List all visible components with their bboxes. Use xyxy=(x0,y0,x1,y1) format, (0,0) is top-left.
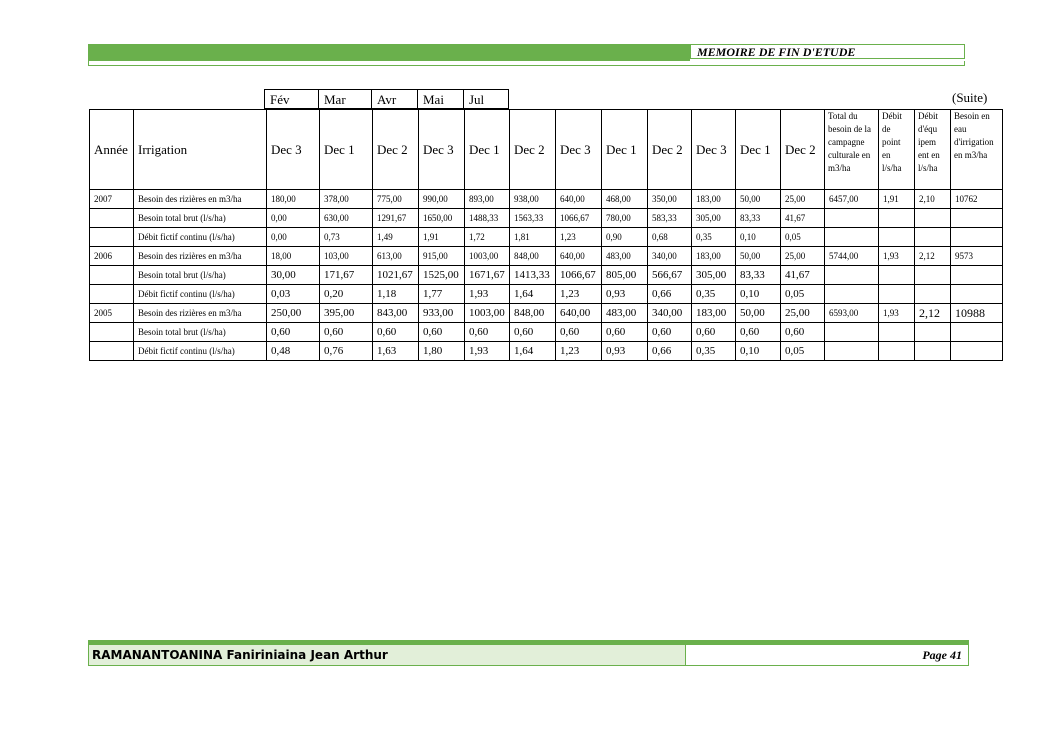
cell-value: 780,00 xyxy=(602,209,648,228)
cell-value: 0,76 xyxy=(320,342,373,361)
header-besoin-eau: Besoin en eau d'irrigation en m3/ha xyxy=(951,110,1003,190)
header-decade: Dec 2 xyxy=(373,110,419,190)
header-annee: Année xyxy=(90,110,134,190)
cell-total xyxy=(825,323,879,342)
cell-value: 340,00 xyxy=(648,304,692,323)
cell-value: 171,67 xyxy=(320,266,373,285)
cell-value: 0,05 xyxy=(781,228,825,247)
cell-value: 0,60 xyxy=(267,323,320,342)
month-cell: Avr xyxy=(371,89,418,109)
header-green-band xyxy=(88,44,690,61)
table-row xyxy=(90,228,1003,247)
cell-value: 305,00 xyxy=(692,266,736,285)
cell-value: 0,60 xyxy=(692,323,736,342)
cell-value: 0,35 xyxy=(692,342,736,361)
cell-value: 640,00 xyxy=(556,304,602,323)
cell-value: 183,00 xyxy=(692,190,736,209)
header-title: MEMOIRE DE FIN D'ETUDE xyxy=(690,44,965,59)
header-decade: Dec 1 xyxy=(320,110,373,190)
cell-debit-equipement xyxy=(915,323,951,342)
cell-value: 1413,33 xyxy=(510,266,556,285)
cell-total: 6593,00 xyxy=(825,304,879,323)
header-total-besoin: Total du besoin de la campagne culturale en m3/ha xyxy=(825,110,879,190)
cell-value: 0,66 xyxy=(648,342,692,361)
cell-year: 2007 xyxy=(90,190,134,209)
table-row xyxy=(90,304,1003,323)
cell-value: 0,60 xyxy=(602,323,648,342)
cell-value: 1,77 xyxy=(419,285,465,304)
table-row xyxy=(90,190,1003,209)
cell-besoin-eau xyxy=(951,285,1003,304)
cell-value: 893,00 xyxy=(465,190,510,209)
cell-besoin-eau xyxy=(951,323,1003,342)
cell-debit-pointe xyxy=(879,285,915,304)
cell-value: 1,93 xyxy=(465,342,510,361)
cell-value: 938,00 xyxy=(510,190,556,209)
cell-year xyxy=(90,342,134,361)
header-debit-equipement: Débit d'équ ipem ent en l/s/ha xyxy=(915,110,951,190)
cell-value: 0,48 xyxy=(267,342,320,361)
cell-debit-equipement: 2,10 xyxy=(915,190,951,209)
cell-value: 41,67 xyxy=(781,266,825,285)
cell-irrigation-label: Besoin total brut (l/s/ha) xyxy=(134,323,267,342)
cell-value: 1066,67 xyxy=(556,266,602,285)
header-decade: Dec 1 xyxy=(736,110,781,190)
cell-value: 0,10 xyxy=(736,285,781,304)
cell-value: 483,00 xyxy=(602,304,648,323)
cell-value: 1003,00 xyxy=(465,247,510,266)
cell-value: 1291,67 xyxy=(373,209,419,228)
cell-year xyxy=(90,285,134,304)
header-decade: Dec 3 xyxy=(267,110,320,190)
cell-value: 566,67 xyxy=(648,266,692,285)
cell-irrigation-label: Débit fictif continu (l/s/ha) xyxy=(134,228,267,247)
header-irrigation: Irrigation xyxy=(134,110,267,190)
cell-value: 1,49 xyxy=(373,228,419,247)
cell-value: 0,60 xyxy=(556,323,602,342)
cell-value: 0,60 xyxy=(648,323,692,342)
cell-value: 0,05 xyxy=(781,285,825,304)
cell-debit-equipement xyxy=(915,228,951,247)
cell-total xyxy=(825,342,879,361)
cell-value: 0,35 xyxy=(692,228,736,247)
cell-value: 640,00 xyxy=(556,190,602,209)
cell-value: 0,10 xyxy=(736,342,781,361)
cell-debit-pointe xyxy=(879,342,915,361)
header-decade: Dec 3 xyxy=(556,110,602,190)
cell-value: 1,81 xyxy=(510,228,556,247)
header-decade: Dec 1 xyxy=(602,110,648,190)
cell-value: 30,00 xyxy=(267,266,320,285)
cell-value: 0,20 xyxy=(320,285,373,304)
cell-debit-pointe xyxy=(879,323,915,342)
cell-total xyxy=(825,266,879,285)
cell-value: 0,03 xyxy=(267,285,320,304)
cell-value: 378,00 xyxy=(320,190,373,209)
cell-value: 180,00 xyxy=(267,190,320,209)
cell-value: 18,00 xyxy=(267,247,320,266)
cell-irrigation-label: Débit fictif continu (l/s/ha) xyxy=(134,285,267,304)
header-decade: Dec 2 xyxy=(648,110,692,190)
cell-value: 1021,67 xyxy=(373,266,419,285)
cell-value: 805,00 xyxy=(602,266,648,285)
cell-value: 990,00 xyxy=(419,190,465,209)
cell-besoin-eau xyxy=(951,209,1003,228)
cell-value: 395,00 xyxy=(320,304,373,323)
cell-debit-equipement xyxy=(915,266,951,285)
cell-value: 1,91 xyxy=(419,228,465,247)
cell-value: 775,00 xyxy=(373,190,419,209)
cell-value: 468,00 xyxy=(602,190,648,209)
table-row xyxy=(90,247,1003,266)
cell-besoin-eau xyxy=(951,228,1003,247)
cell-total: 6457,00 xyxy=(825,190,879,209)
cell-debit-pointe xyxy=(879,266,915,285)
cell-value: 613,00 xyxy=(373,247,419,266)
cell-value: 1,23 xyxy=(556,285,602,304)
cell-value: 41,67 xyxy=(781,209,825,228)
cell-value: 50,00 xyxy=(736,304,781,323)
cell-besoin-eau xyxy=(951,266,1003,285)
cell-value: 0,00 xyxy=(267,228,320,247)
cell-year xyxy=(90,209,134,228)
suite-label: (Suite) xyxy=(952,90,988,105)
cell-value: 50,00 xyxy=(736,247,781,266)
cell-value: 0,60 xyxy=(510,323,556,342)
header-decade: Dec 3 xyxy=(419,110,465,190)
cell-total: 5744,00 xyxy=(825,247,879,266)
cell-value: 583,33 xyxy=(648,209,692,228)
cell-value: 630,00 xyxy=(320,209,373,228)
cell-value: 0,93 xyxy=(602,342,648,361)
table-row xyxy=(90,285,1003,304)
cell-besoin-eau: 9573 xyxy=(951,247,1003,266)
cell-total xyxy=(825,209,879,228)
cell-debit-pointe: 1,93 xyxy=(879,247,915,266)
table-row xyxy=(90,266,1003,285)
cell-value: 0,90 xyxy=(602,228,648,247)
cell-value: 0,60 xyxy=(419,323,465,342)
cell-irrigation-label: Débit fictif continu (l/s/ha) xyxy=(134,342,267,361)
cell-value: 0,93 xyxy=(602,285,648,304)
cell-value: 103,00 xyxy=(320,247,373,266)
cell-value: 340,00 xyxy=(648,247,692,266)
cell-value: 0,60 xyxy=(320,323,373,342)
cell-value: 0,60 xyxy=(736,323,781,342)
cell-value: 848,00 xyxy=(510,304,556,323)
cell-total xyxy=(825,228,879,247)
cell-value: 0,60 xyxy=(373,323,419,342)
cell-value: 50,00 xyxy=(736,190,781,209)
cell-debit-pointe: 1,91 xyxy=(879,190,915,209)
cell-value: 0,05 xyxy=(781,342,825,361)
cell-debit-pointe xyxy=(879,209,915,228)
cell-value: 933,00 xyxy=(419,304,465,323)
table-row xyxy=(90,209,1003,228)
cell-besoin-eau: 10762 xyxy=(951,190,1003,209)
cell-value: 1650,00 xyxy=(419,209,465,228)
cell-value: 0,10 xyxy=(736,228,781,247)
cell-irrigation-label: Besoin total brut (l/s/ha) xyxy=(134,209,267,228)
cell-value: 25,00 xyxy=(781,304,825,323)
cell-value: 843,00 xyxy=(373,304,419,323)
cell-debit-equipement xyxy=(915,285,951,304)
cell-besoin-eau: 10988 xyxy=(951,304,1003,323)
cell-value: 83,33 xyxy=(736,266,781,285)
cell-value: 1,72 xyxy=(465,228,510,247)
month-cell: Jul xyxy=(463,89,509,109)
cell-value: 483,00 xyxy=(602,247,648,266)
header-decade: Dec 3 xyxy=(692,110,736,190)
cell-value: 1003,00 xyxy=(465,304,510,323)
cell-irrigation-label: Besoin des rizières en m3/ha xyxy=(134,190,267,209)
cell-value: 848,00 xyxy=(510,247,556,266)
cell-irrigation-label: Besoin total brut (l/s/ha) xyxy=(134,266,267,285)
cell-value: 1563,33 xyxy=(510,209,556,228)
cell-value: 1,93 xyxy=(465,285,510,304)
cell-year: 2005 xyxy=(90,304,134,323)
month-cell: Fév xyxy=(264,89,319,109)
cell-value: 0,68 xyxy=(648,228,692,247)
cell-value: 25,00 xyxy=(781,247,825,266)
cell-value: 0,35 xyxy=(692,285,736,304)
header-decade: Dec 2 xyxy=(781,110,825,190)
cell-value: 640,00 xyxy=(556,247,602,266)
cell-value: 1,80 xyxy=(419,342,465,361)
header-decade: Dec 1 xyxy=(465,110,510,190)
cell-value: 350,00 xyxy=(648,190,692,209)
cell-value: 0,73 xyxy=(320,228,373,247)
cell-year xyxy=(90,228,134,247)
cell-value: 1,63 xyxy=(373,342,419,361)
cell-year xyxy=(90,323,134,342)
page-footer xyxy=(88,644,969,666)
header-underline xyxy=(88,61,965,66)
cell-value: 1525,00 xyxy=(419,266,465,285)
cell-value: 0,00 xyxy=(267,209,320,228)
header-decade: Dec 2 xyxy=(510,110,556,190)
cell-debit-equipement: 2,12 xyxy=(915,247,951,266)
cell-debit-pointe xyxy=(879,228,915,247)
month-cell: Mar xyxy=(318,89,372,109)
table-header-row xyxy=(90,110,1003,190)
cell-debit-equipement xyxy=(915,209,951,228)
footer-author: RAMANANTOANINA Faniriniaina Jean Arthur xyxy=(88,644,686,666)
cell-value: 1,64 xyxy=(510,285,556,304)
cell-debit-equipement: 2,12 xyxy=(915,304,951,323)
irrigation-table xyxy=(89,109,1003,361)
table-row xyxy=(90,342,1003,361)
cell-besoin-eau xyxy=(951,342,1003,361)
cell-value: 183,00 xyxy=(692,304,736,323)
cell-value: 25,00 xyxy=(781,190,825,209)
cell-value: 83,33 xyxy=(736,209,781,228)
table-row xyxy=(90,323,1003,342)
cell-value: 1,64 xyxy=(510,342,556,361)
cell-year xyxy=(90,266,134,285)
month-cell: Mai xyxy=(417,89,464,109)
cell-value: 1066,67 xyxy=(556,209,602,228)
cell-value: 183,00 xyxy=(692,247,736,266)
cell-irrigation-label: Besoin des rizières en m3/ha xyxy=(134,247,267,266)
cell-value: 1,23 xyxy=(556,342,602,361)
months-row xyxy=(265,89,509,109)
cell-value: 0,60 xyxy=(465,323,510,342)
cell-value: 250,00 xyxy=(267,304,320,323)
cell-value: 0,60 xyxy=(781,323,825,342)
cell-total xyxy=(825,285,879,304)
cell-value: 305,00 xyxy=(692,209,736,228)
cell-value: 0,66 xyxy=(648,285,692,304)
cell-value: 1488,33 xyxy=(465,209,510,228)
cell-value: 1,23 xyxy=(556,228,602,247)
cell-year: 2006 xyxy=(90,247,134,266)
cell-irrigation-label: Besoin des rizières en m3/ha xyxy=(134,304,267,323)
cell-value: 915,00 xyxy=(419,247,465,266)
cell-debit-equipement xyxy=(915,342,951,361)
cell-debit-pointe: 1,93 xyxy=(879,304,915,323)
cell-value: 1671,67 xyxy=(465,266,510,285)
header-debit-pointe: Débit de point en l/s/ha xyxy=(879,110,915,190)
cell-value: 1,18 xyxy=(373,285,419,304)
page-header xyxy=(88,44,965,61)
footer-page-number: Page 41 xyxy=(686,644,969,666)
